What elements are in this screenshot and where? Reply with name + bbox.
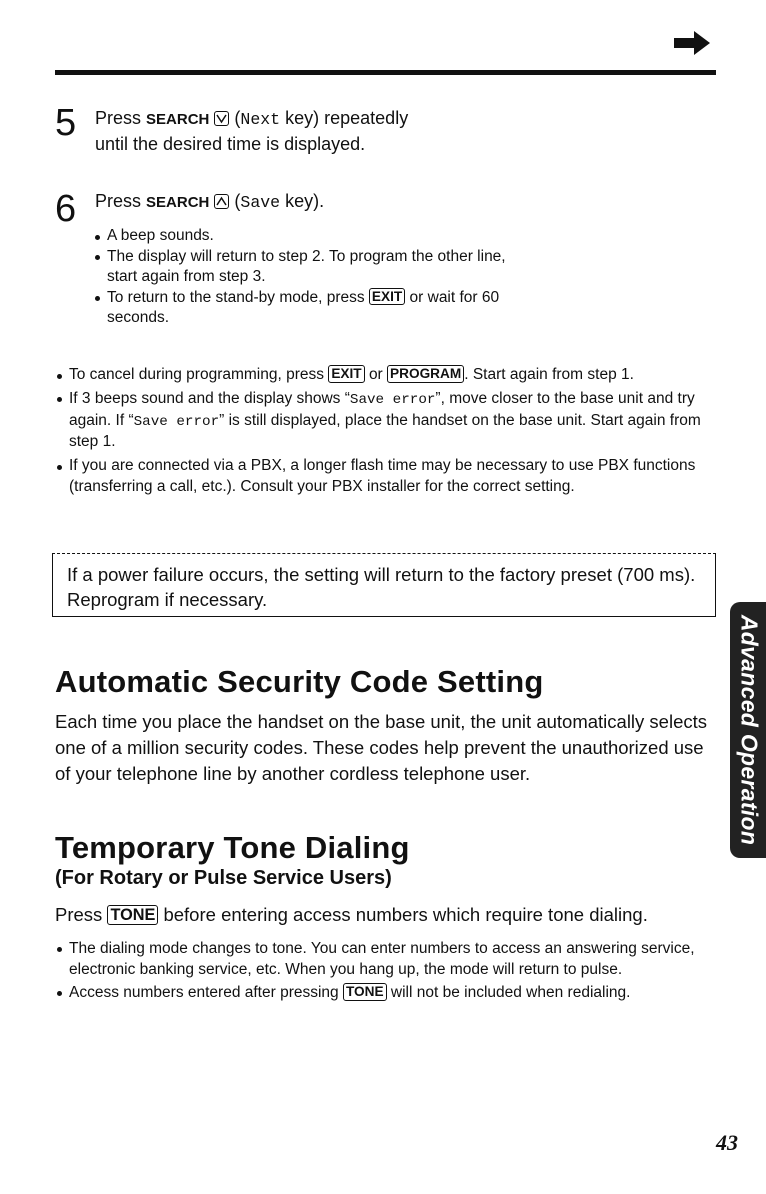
list-item: A beep sounds.	[93, 226, 513, 247]
section-side-tab	[730, 602, 766, 858]
step-5-line2: until the desired time is displayed.	[95, 134, 366, 154]
step-6-text: Press SEARCH (Save key).	[95, 191, 325, 212]
list-item: To return to the stand-by mode, press EXIT or wait for 60 seconds.	[93, 288, 513, 329]
up-arrow-key-icon	[214, 194, 229, 209]
tone-key: TONE	[343, 983, 387, 1001]
list-item: Access numbers entered after pressing TONE will not be included when redialing.	[55, 982, 720, 1003]
tone-heading: Temporary Tone Dialing	[55, 830, 410, 865]
power-failure-notice: If a power failure occurs, the setting will return to the factory preset (700 ms). Reprogram if necessary.	[52, 553, 716, 617]
tone-bullets	[55, 938, 720, 1005]
program-key: PROGRAM	[387, 365, 464, 383]
next-key-label: Next	[240, 110, 281, 129]
search-label: SEARCH	[146, 111, 210, 128]
tone-key: TONE	[107, 905, 158, 925]
step-6-bullets	[93, 226, 513, 329]
list-item: If you are connected via a PBX, a longer flash time may be necessary to use PBX functions (transferring a call, etc.). Consult your PBX installer for the correct setting.	[55, 456, 715, 498]
exit-key: EXIT	[328, 365, 364, 383]
right-arrow-icon	[672, 29, 712, 62]
search-label: SEARCH	[146, 194, 210, 211]
step-6-number: 6	[55, 188, 77, 230]
exit-key: EXIT	[369, 288, 405, 306]
header-rule	[55, 70, 716, 75]
tone-subheading: (For Rotary or Pulse Service Users)	[55, 867, 392, 889]
list-item: The dialing mode changes to tone. You can enter numbers to access an answering service, electronic banking service, etc. When you hang up, the mode will return to pulse.	[55, 938, 720, 980]
list-item: The display will return to step 2. To program the other line, start again from step 3.	[93, 247, 513, 288]
step-5-text: Press SEARCH (Next key) repeatedly until the desired time is displayed.	[95, 106, 515, 156]
security-heading: Automatic Security Code Setting	[55, 664, 544, 699]
list-item: To cancel during programming, press EXIT or PROGRAM . Start again from step 1.	[55, 365, 715, 386]
list-item: If 3 beeps sound and the display shows “Save error”, move closer to the base unit and try again. If “Save error” is still displayed, place the handset on the base unit. Start again from step 1.	[55, 389, 715, 453]
notes-list	[55, 365, 715, 501]
save-key-label: Save	[240, 193, 281, 212]
page-number: 43	[716, 1130, 738, 1155]
security-paragraph: Each time you place the handset on the base unit, the unit automatically selects one of a million security codes. These codes help prevent the unauthorized use of your telephone line by another cordless telephone user.	[55, 711, 708, 784]
tone-intro: Press TONE before entering access numbers which require tone dialing.	[55, 904, 648, 925]
side-tab-label: Advanced Operation	[736, 614, 763, 846]
down-arrow-key-icon	[214, 111, 229, 126]
step-5-number: 5	[55, 102, 77, 144]
